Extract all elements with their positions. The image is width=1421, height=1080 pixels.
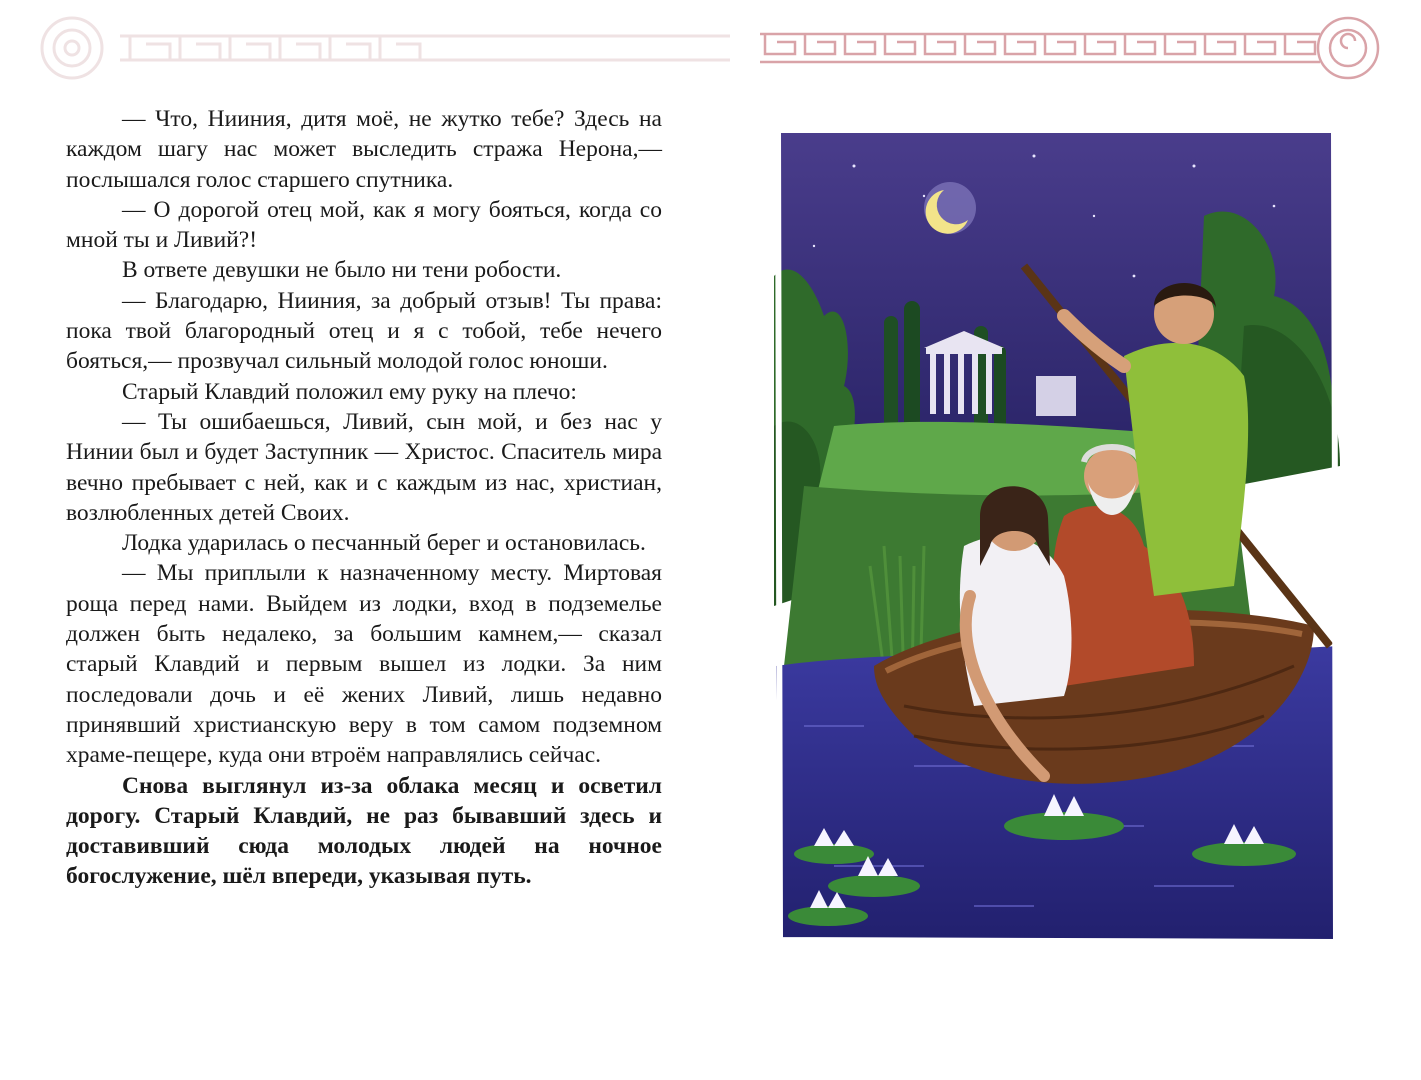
story-text xyxy=(66,104,662,892)
paragraph-8: — Мы приплыли к назначенному месту. Миртовая роща перед нами. Выйдем из лодки, вход в подземелье должен быть недалеко, за большим камнем,— сказал старый Клавдий и первым вышел из лодки. За ним последовали дочь и её жених Ливий, лишь недавно принявший христианскую веру в том самом подземном храме-пещере, куда они втроём направлялись сейчас. xyxy=(66,560,662,769)
moon-icon xyxy=(924,182,976,234)
paragraph-3: В ответе девушки не было ни тени робости. xyxy=(122,257,562,284)
paragraph-1: — Что, Нииния, дитя моё, не жутко тебе? Здесь на каждом шагу нас может выследить стража Нерона,— послышался голос старшего спутника. xyxy=(66,106,662,193)
paragraph-2: — О дорогой отец мой, как я могу бояться, когда со мной ты и Ливий?! xyxy=(66,196,662,254)
boat-night-illustration xyxy=(774,126,1340,946)
paragraph-6: — Ты ошибаешься, Ливий, сын мой, и без нас у Нинии был и будет Заступник — Христос. Спаситель мира вечно пребывает с ней, как и с каждым из нас, христиан, возлюбленных детей Своих. xyxy=(66,408,662,526)
greek-key-ornament xyxy=(30,6,1390,84)
paragraph-5: Старый Клавдий положил ему руку на плечо: xyxy=(122,378,577,405)
paragraph-7: Лодка ударилась о песчанный берег и остановилась. xyxy=(122,530,646,557)
paragraph-9: Снова выглянул из-за облака месяц и осветил дорогу. Старый Клавдий, не раз бывавший здесь и доставивший сюда молодых людей на ночное богослужение, шёл впереди, указывая путь. xyxy=(66,772,662,890)
paragraph-4: — Благодарю, Нииния, за добрый отзыв! Ты права: пока твой благородный отец и я с тобой, тебе нечего бояться,— прозвучал сильный молодой голос юноши. xyxy=(66,287,662,375)
